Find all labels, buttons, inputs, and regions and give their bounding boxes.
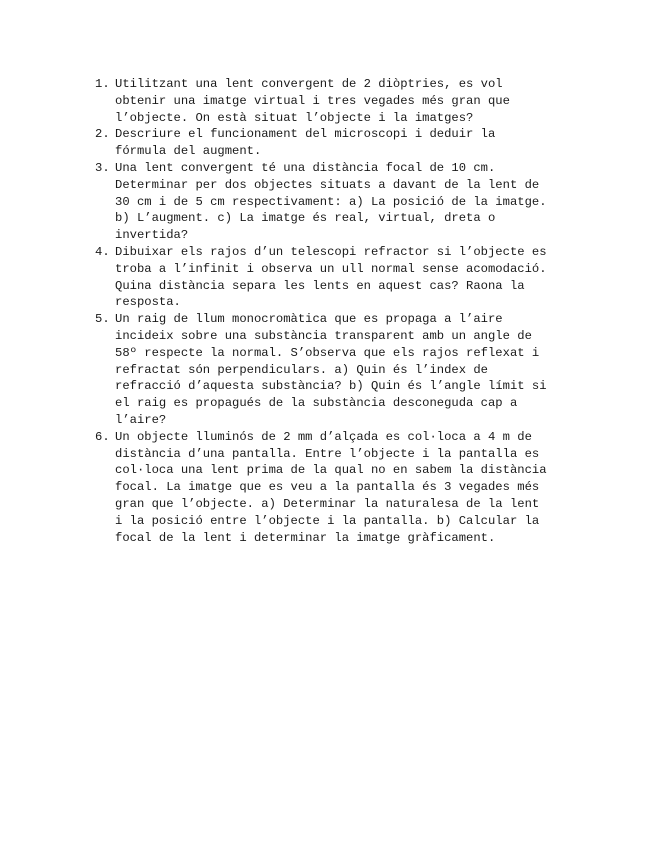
question-text-line: b) L’augment. c) La imatge és real, virtual, dreta o <box>115 211 496 226</box>
question-number: 6. <box>95 429 110 444</box>
question-text-line: refracció d’aquesta substància? b) Quin és l’angle límit si <box>115 379 547 394</box>
question-item <box>95 76 580 126</box>
question-text-line: fórmula del augment. <box>115 144 262 159</box>
question-text-line: obtenir una imatge virtual i tres vegades més gran que <box>115 93 510 108</box>
question-number: 4. <box>95 244 110 259</box>
question-text-line: Un raig de llum monocromàtica que es propaga a l’aire <box>115 312 503 327</box>
question-text-line: refractat són perpendiculars. a) Quin és l’index de <box>115 362 488 377</box>
question-item <box>95 126 580 160</box>
question-text-line: troba a l’infinit i observa un ull normal sense acomodació. <box>115 261 547 276</box>
question-text-line: Utilitzant una lent convergent de 2 diòptries, es vol <box>115 77 503 91</box>
question-text-line: focal de la lent i determinar la imatge gràficament. <box>115 530 496 545</box>
question-number: 1. <box>95 77 110 91</box>
question-text-line: Dibuixar els rajos d’un telescopi refractor si l’objecte es <box>115 244 547 259</box>
question-text-line: i la posició entre l’objecte i la pantalla. b) Calcular la <box>115 513 540 528</box>
question-number: 5. <box>95 312 110 327</box>
question-text-line: Quina distància separa les lents en aquest cas? Raona la <box>115 278 525 293</box>
question-text-line: col·loca una lent prima de la qual no en sabem la distància <box>115 463 547 478</box>
question-text-line: el raig es propagués de la substància desconeguda cap a <box>115 396 518 411</box>
question-number: 2. <box>95 127 110 142</box>
question-item <box>95 429 580 547</box>
question-text-line: l’aire? <box>115 412 167 427</box>
question-text-line: 58º respecte la normal. S’observa que els rajos reflexat i <box>115 345 540 360</box>
question-text-line: focal. La imatge que es veu a la pantalla és 3 vegades més <box>115 480 540 495</box>
question-text-line: gran que l’objecte. a) Determinar la naturalesa de la lent <box>115 496 540 511</box>
question-list <box>95 76 580 546</box>
question-item <box>95 160 580 244</box>
question-text-line: Descriure el funcionament del microscopi i deduir la <box>115 127 496 142</box>
question-text-line: Una lent convergent té una distància focal de 10 cm. <box>115 160 496 175</box>
question-item <box>95 311 580 429</box>
question-text-line: 30 cm i de 5 cm respectivament: a) La posició de la imatge. <box>115 194 547 209</box>
question-text-line: l’objecte. On està situat l’objecte i la imatges? <box>115 110 474 125</box>
question-text-line: distància d’una pantalla. Entre l’objecte i la pantalla es <box>115 446 540 461</box>
question-item <box>95 244 580 311</box>
question-text-line: Un objecte lluminós de 2 mm d’alçada es col·loca a 4 m de <box>115 429 532 444</box>
question-number: 3. <box>95 160 110 175</box>
question-text-line: Determinar per dos objectes situats a davant de la lent de <box>115 177 540 192</box>
question-text-line: resposta. <box>115 295 181 310</box>
question-text-line: invertida? <box>115 228 189 243</box>
question-text-line: incideix sobre una substància transparent amb un angle de <box>115 328 532 343</box>
